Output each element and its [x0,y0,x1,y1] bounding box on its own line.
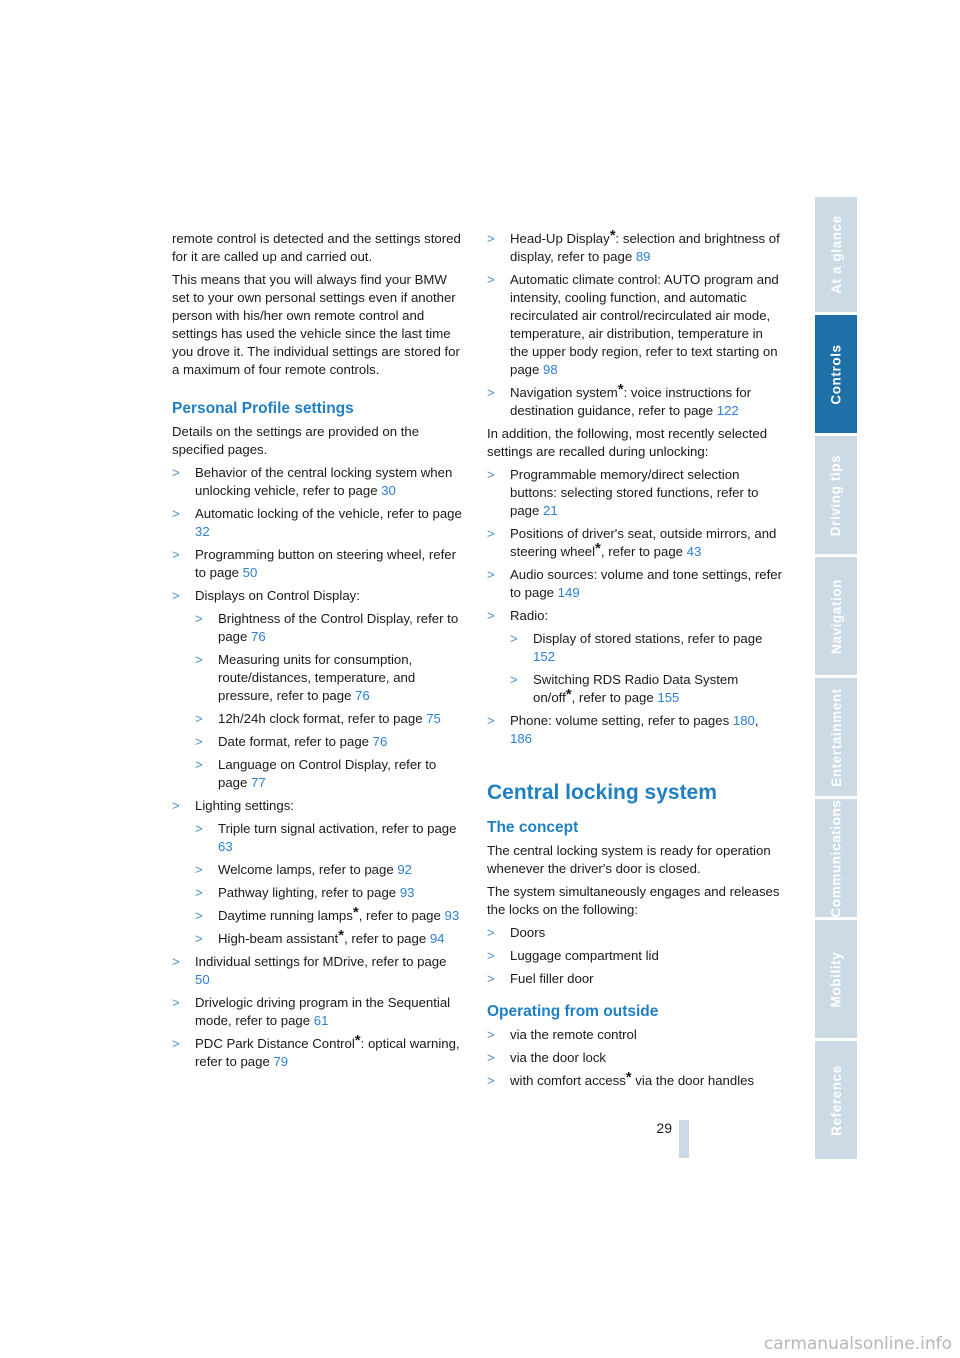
option-star-icon: * [354,1032,361,1049]
list-item: > Luggage compartment lid [487,948,659,963]
page-link[interactable]: 152 [533,649,556,664]
list-item: > Drivelogic driving program in the Sequential mode, refer to page 61 [172,995,451,1028]
page-link[interactable]: 50 [195,972,210,987]
sublist-item: > Pathway lighting, refer to page 93 [195,885,415,900]
page-link[interactable]: 92 [397,862,413,877]
option-star-icon: * [352,904,359,921]
page-link[interactable]: 63 [218,839,233,854]
page-link[interactable]: 76 [372,734,388,749]
tab-mobility[interactable]: Mobility [815,920,857,1038]
personal-profile-lead: Details on the settings are provided on the specified pages. [172,424,420,457]
list-item: > Fuel filler door [487,971,594,986]
page-link[interactable]: 61 [313,1013,329,1028]
heading-operating-from-outside: Operating from outside [487,1003,659,1020]
page-link[interactable]: 79 [273,1054,289,1069]
sublist-item: > Triple turn signal activation, refer to page 63 [195,821,457,854]
sublist-item: > Date format, refer to page 76 [195,734,388,749]
list-item: > Automatic climate control: AUTO program and intensity, cooling function, and automatic recirculated air control/recirculated air mode, temperature, air distribution, temperature in the upper body region, refer to text starting on page 98 [487,272,779,377]
page-link[interactable]: 43 [686,544,702,559]
sublist-item: > Measuring units for consumption, route/distances, temperature, and pressure, refer to page 76 [195,652,416,703]
page-link[interactable]: 98 [543,362,558,377]
option-star-icon: * [609,227,616,244]
tab-driving-tips[interactable]: Driving tips [815,436,857,554]
option-star-icon: * [595,540,601,557]
page-link[interactable]: 180 [732,713,755,728]
list-item: > with comfort access* via the door handles [487,1069,755,1088]
page-link[interactable]: 21 [543,503,558,518]
option-star-icon: * [625,1069,632,1086]
list-item: > Head-Up Display*: selection and brightness of display, refer to page 89 [487,227,780,264]
lock-items-list [487,924,783,988]
list-item: > Lighting settings: > Triple turn signal activation, refer to page 63 > Welcome lamps, refer to page 92 > Pathway lighting, refer to page 93 > Daytime running lamps*, refer to page 93 > High-beam assistant*, refer to page 94 [172,797,464,948]
page-link[interactable]: 50 [242,565,258,580]
list-item: > PDC Park Distance Control*: optical warning, refer to page 79 [172,1032,460,1069]
page-link[interactable]: 76 [251,629,266,644]
tab-navigation[interactable]: Navigation [815,557,857,675]
left-column [172,230,464,1076]
list-item: > Programmable memory/direct selection buttons: selecting stored functions, refer to page 21 [487,467,759,518]
sublist-item: > High-beam assistant*, refer to page 94 [195,927,445,946]
control-display-sublist [195,610,464,792]
list-item: > Doors [487,925,546,940]
list-item: > via the remote control [487,1027,637,1042]
tab-entertainment[interactable]: Entertainment [815,678,857,796]
list-item: > Displays on Control Display: > Brightness of the Control Display, refer to page 76 > Measuring units for consumption, route/distances, temperature, and pressure, refer to page 76 > 12h/24h clock format, refer to page 75 > Date format, refer to page 76 > Language on Control Display, refer to page 77 [172,587,464,792]
list-item: > Phone: volume setting, refer to pages 180, 186 [487,713,759,746]
option-star-icon: * [565,686,572,703]
list-item: > Audio sources: volume and tone settings, refer to page 149 [487,567,782,600]
sublist-item: > Display of stored stations, refer to page 152 [510,631,763,664]
sublist-item: > Daytime running lamps*, refer to page 93 [195,904,460,923]
page-number: 29 [656,1120,672,1136]
page-number-bar [679,1120,689,1158]
concept-paragraph-1: The central locking system is ready for operation whenever the driver's door is closed. [487,843,771,876]
tab-communications[interactable]: Communications [815,799,857,917]
list-item: > via the door lock [487,1050,607,1065]
page-link[interactable]: 77 [251,775,266,790]
sublist-item: > Language on Control Display, refer to page 77 [195,757,437,790]
section-title: Central locking system [487,781,717,804]
page-link[interactable]: 122 [716,403,739,418]
watermark: carmanualsonline.info [763,1334,952,1354]
sublist-item: > Brightness of the Control Display, refer to page 76 [195,611,459,644]
chapter-tabs [815,197,857,1162]
list-item: > Individual settings for MDrive, refer to page 50 [172,954,447,987]
tab-at-a-glance[interactable]: At a glance [815,197,857,312]
sublist-item: > Switching RDS Radio Data System on/off*, refer to page 155 [510,672,739,705]
lighting-sublist [195,820,464,948]
intro-paragraph-1: remote control is detected and the settings stored for it are called up and carried out. [172,231,461,264]
page-link[interactable]: 93 [399,885,415,900]
recalled-settings-list [487,466,783,748]
recalled-settings-intro: In addition, the following, most recently selected settings are recalled during unlocking: [487,426,768,459]
page-link[interactable]: 32 [195,524,210,539]
list-item: > Radio: > Display of stored stations, refer to page 152 > Switching RDS Radio Data System on/off*, refer to page 155 [487,607,783,707]
concept-paragraph-2: The system simultaneously engages and releases the locks on the following: [487,884,780,917]
list-item: > Automatic locking of the vehicle, refer to page 32 [172,506,462,539]
tab-controls[interactable]: Controls [815,315,857,433]
page-link[interactable]: 155 [657,690,680,705]
option-star-icon: * [617,381,624,398]
page-link[interactable]: 93 [444,908,460,923]
sublist-item: > Welcome lamps, refer to page 92 [195,862,413,877]
page-link[interactable]: 186 [510,731,533,746]
outside-operation-list [487,1026,783,1090]
page-link[interactable]: 75 [426,711,441,726]
intro-paragraph-2: This means that you will always find your BMW set to your own personal settings even if another person with his/her own remote control and settings has used the vehicle since the last time you drove it. The individual settings are stored for a maximum of four remote controls. [172,272,460,377]
page-link[interactable]: 30 [381,483,396,498]
list-item: > Programming button on steering wheel, refer to page 50 [172,547,456,580]
page-link[interactable]: 149 [557,585,580,600]
tab-reference[interactable]: Reference [815,1041,857,1159]
sublist-item: > 12h/24h clock format, refer to page 75 [195,711,441,726]
page-link[interactable]: 89 [635,249,651,264]
right-column [487,227,783,1095]
list-item: > Navigation system*: voice instructions for destination guidance, refer to page 122 [487,381,752,418]
radio-sublist [510,630,783,707]
list-item: > Behavior of the central locking system when unlocking vehicle, refer to page 30 [172,465,453,498]
page-link[interactable]: 94 [429,931,445,946]
page-link[interactable]: 76 [355,688,370,703]
heading-personal-profile: Personal Profile settings [172,400,354,417]
profile-settings-list [172,464,464,1071]
option-star-icon: * [338,927,345,944]
list-item: > Positions of driver's seat, outside mirrors, and steering wheel*, refer to page 43 [487,526,777,559]
heading-the-concept: The concept [487,819,579,836]
profile-settings-list-continued [487,227,783,420]
